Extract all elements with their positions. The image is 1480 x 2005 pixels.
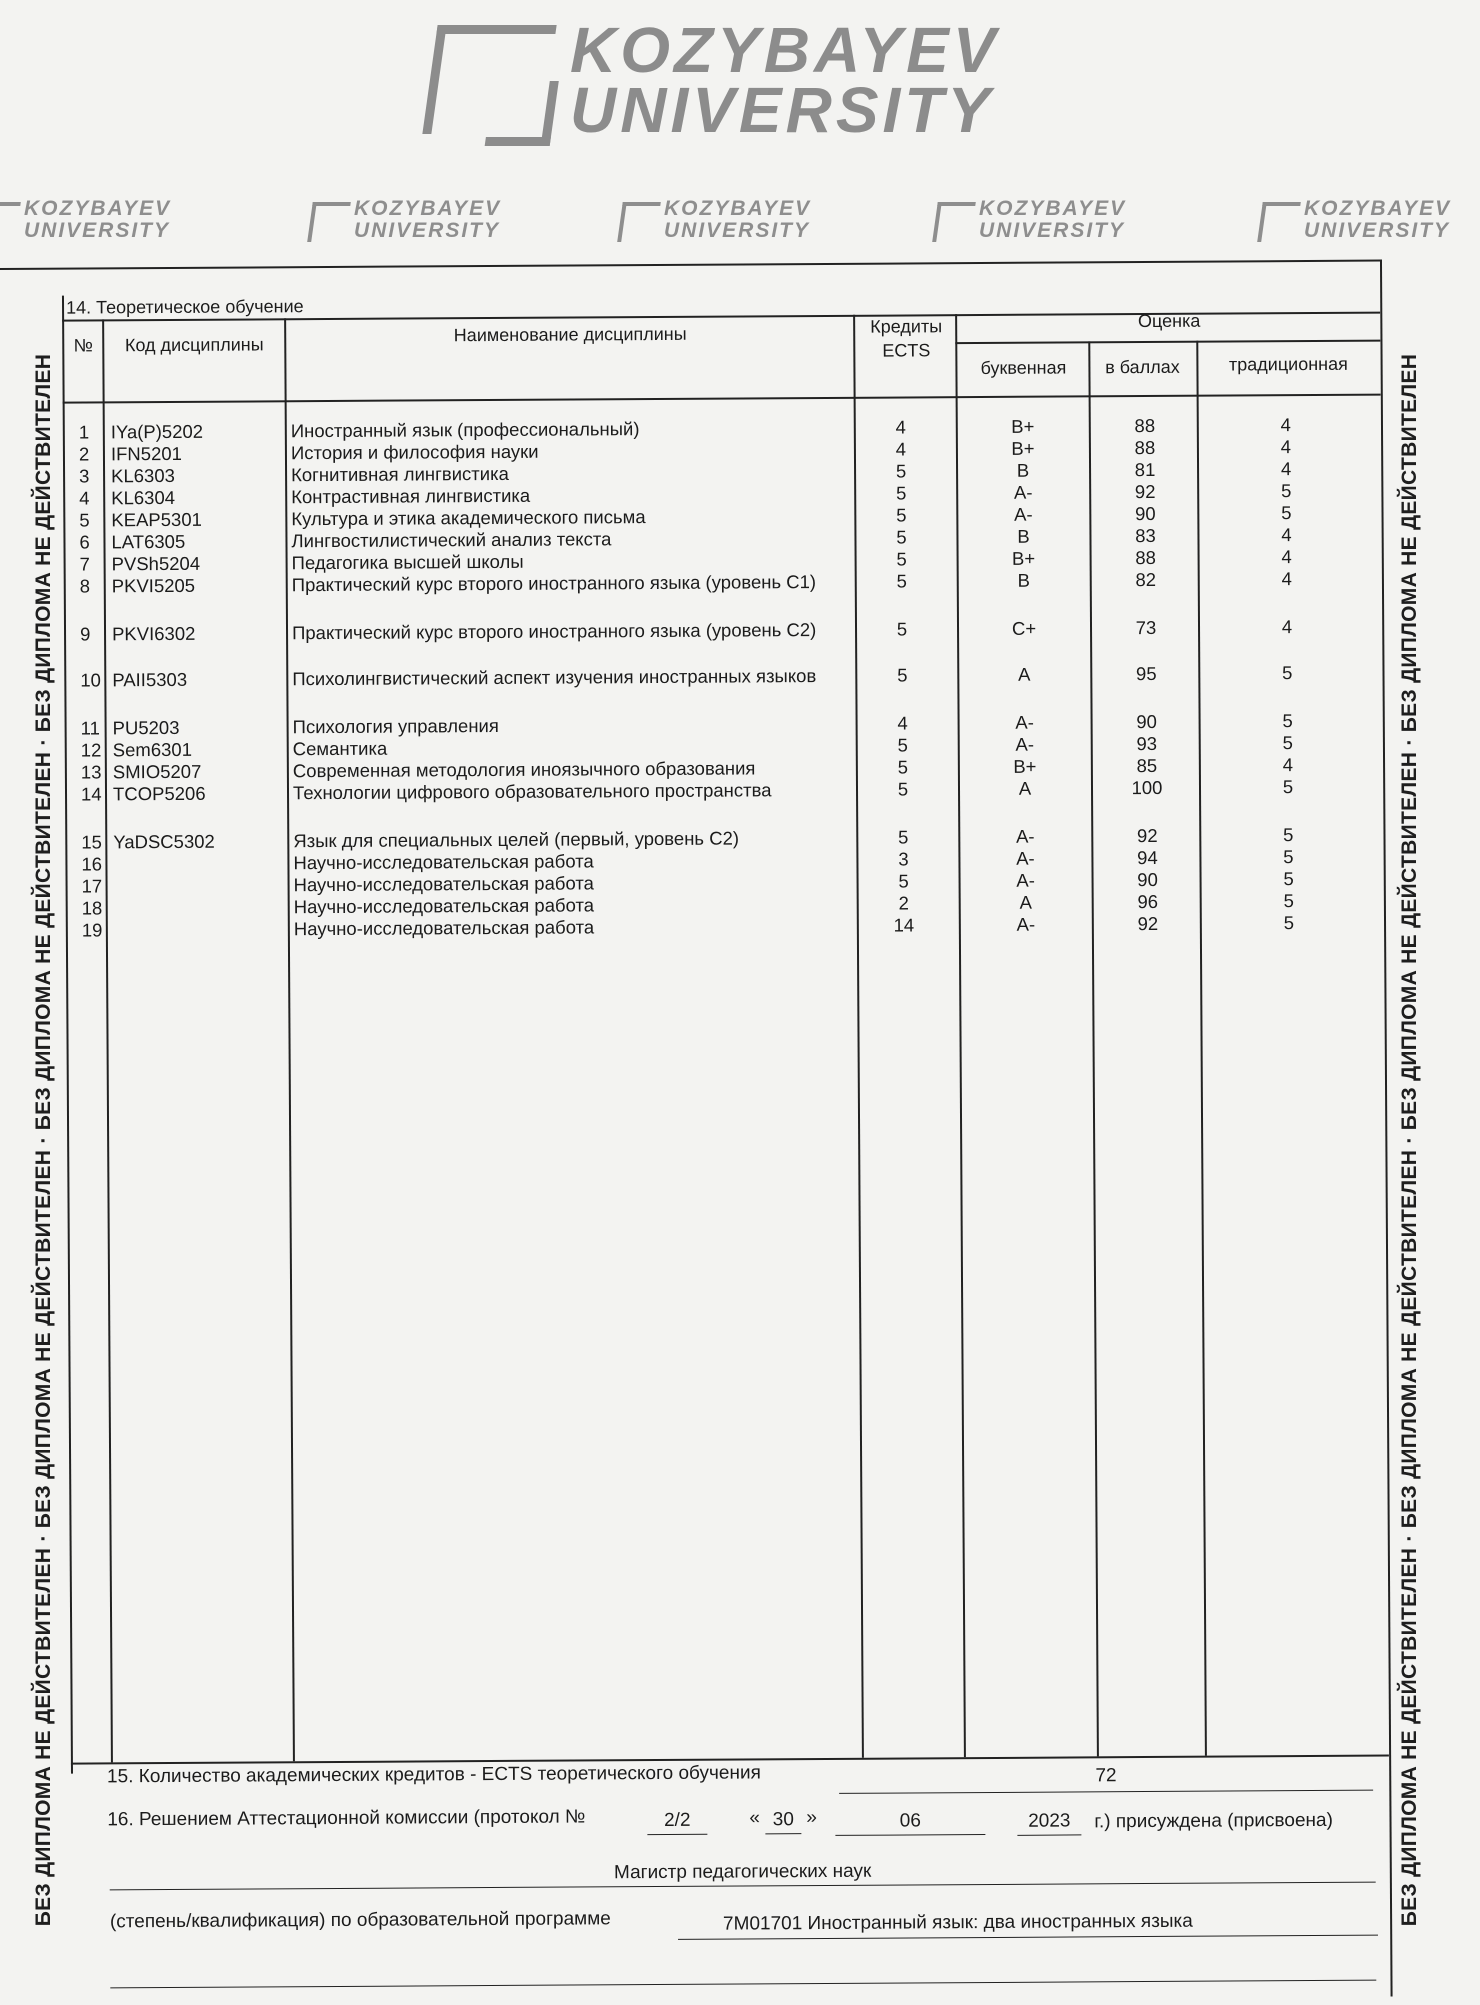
discipline-name: Лингвостилистический анализ текста [291,527,851,552]
grade-points: 88 [1095,415,1195,438]
traditional-grade: 5 [1203,846,1373,869]
row-number: 18 [82,897,108,919]
grade-points: 92 [1098,913,1198,936]
commission-decision-label: 16. Решением Аттестационной комиссии (протокол № [107,1806,585,1831]
header-grade: Оценка [960,308,1378,335]
row-number: 8 [80,575,106,597]
letter-grade: A [964,663,1084,686]
discipline-name: Когнитивная лингвистика [291,461,851,486]
row-number: 16 [81,853,107,875]
grade-points: 94 [1097,847,1197,870]
program-value: 7M01701 Иностранный язык: два иностранных языка [678,1910,1238,1935]
discipline-code: KEAP5301 [111,509,202,532]
ects-credits: 5 [856,460,946,483]
grade-points: 90 [1097,869,1197,892]
watermark-line1: KOZYBAYEV [979,198,1126,219]
traditional-grade: 5 [1201,502,1371,525]
grade-points: 92 [1095,481,1195,504]
traditional-grade: 4 [1202,568,1372,591]
quote-close: » [806,1807,817,1829]
day-underline [765,1833,801,1834]
discipline-name: История и философия науки [291,439,851,464]
date-year: 2023 [1017,1810,1081,1832]
year-underline [1017,1834,1081,1835]
grade-points: 93 [1097,733,1197,756]
grade-points: 100 [1097,777,1197,800]
grade-points: 88 [1096,547,1196,570]
traditional-grade: 5 [1202,662,1372,685]
ects-credits: 5 [856,504,946,527]
traditional-grade: 5 [1203,710,1373,733]
header-points: в баллах [1090,355,1194,380]
degree-value: Магистр педагогических наук [110,1858,1376,1888]
letter-grade: B+ [964,547,1084,570]
letter-grade: A- [965,733,1085,756]
discipline-name: Иностранный язык (профессиональный) [291,417,851,442]
discipline-name: Научно-исследовательская работа [293,849,853,874]
discipline-name: Научно-исследовательская работа [294,871,854,896]
traditional-grade: 5 [1203,776,1373,799]
traditional-grade: 5 [1203,868,1373,891]
bottom-underline [110,1980,1376,1989]
ects-credits: 5 [858,734,948,757]
discipline-name: Научно-исследовательская работа [294,915,854,940]
row-number: 17 [82,875,108,897]
watermark-line1: KOZYBAYEV [24,198,171,219]
ects-credits: 4 [856,416,946,439]
letter-grade: A- [965,847,1085,870]
watermark-line1: KOZYBAYEV [1304,198,1451,219]
discipline-name: Язык для специальных целей (первый, уровень С2) [293,827,853,852]
discipline-code: SMIO5207 [113,761,202,784]
row-number: 6 [79,531,105,553]
row-number: 19 [82,919,108,941]
date-month: 06 [835,1810,985,1833]
letter-grade: A- [966,913,1086,936]
header-num: № [66,333,100,357]
discipline-code: TCOP5206 [113,783,206,806]
grade-points: 96 [1098,891,1198,914]
ects-credits: 2 [859,892,949,915]
traditional-grade: 4 [1201,524,1371,547]
letter-grade: B+ [963,415,1083,438]
credits-total-underline [839,1790,1373,1794]
letter-grade: A- [963,481,1083,504]
ects-credits: 5 [858,826,948,849]
grade-points: 90 [1097,711,1197,734]
letter-grade: A- [965,825,1085,848]
traditional-grade: 5 [1201,480,1371,503]
letter-grade: A [965,777,1085,800]
letter-grade: B [963,525,1083,548]
date-day: 30 [765,1809,801,1831]
ects-credits: 5 [859,870,949,893]
traditional-grade: 5 [1203,732,1373,755]
row-number: 13 [81,761,107,783]
discipline-code: IFN5201 [111,443,182,465]
ects-credits: 5 [857,664,947,687]
row-number: 12 [81,739,107,761]
header-credits: Кредиты ECTS [860,314,952,363]
letter-grade: A- [965,711,1085,734]
row-number: 4 [79,487,105,509]
traditional-grade: 5 [1204,912,1374,935]
discipline-name: Семантика [293,735,853,760]
discipline-name: Культура и этика академического письма [291,505,851,530]
ects-credits: 5 [857,618,947,641]
row-number: 10 [80,669,106,691]
grade-points: 92 [1097,825,1197,848]
discipline-name: Психолингвистический аспект изучения иностранных языков [292,665,852,690]
ects-credits: 5 [858,778,948,801]
discipline-name: Современная методология иноязычного образования [293,757,853,782]
section-title: 14. Теоретическое обучение [66,296,304,318]
row-number: 3 [79,465,105,487]
grade-points: 73 [1096,617,1196,640]
header-code: Код дисциплины [112,332,276,357]
discipline-code: IYa(P)5202 [111,421,203,444]
letter-grade: C+ [964,617,1084,640]
header-traditional: традиционная [1198,352,1378,377]
header-letter: буквенная [960,355,1086,380]
discipline-code: KL6303 [111,465,175,487]
watermark-line2: UNIVERSITY [354,220,500,241]
traditional-grade: 4 [1201,458,1371,481]
letter-grade: A [966,891,1086,914]
letter-grade: B+ [963,437,1083,460]
protocol-underline [647,1834,707,1835]
discipline-name: Психология управления [293,713,853,738]
ects-credits: 5 [857,570,947,593]
discipline-code: PAII5303 [112,669,187,691]
traditional-grade: 4 [1201,436,1371,459]
logo-text-line2: UNIVERSITY [570,78,994,142]
letter-grade: B [964,569,1084,592]
grade-points: 88 [1095,437,1195,460]
discipline-name: Практический курс второго иностранного языка (уровень С1) [292,571,852,596]
program-underline [678,1935,1378,1940]
traditional-grade: 5 [1203,824,1373,847]
row-number: 5 [79,509,105,531]
discipline-code: PVSh5204 [112,553,201,576]
ects-credits: 4 [856,438,946,461]
traditional-grade: 4 [1202,546,1372,569]
row-number: 11 [81,717,107,739]
traditional-grade: 4 [1203,754,1373,777]
letter-grade: A- [966,869,1086,892]
grade-points: 90 [1095,503,1195,526]
letter-grade: B+ [965,755,1085,778]
watermark-line1: KOZYBAYEV [354,198,501,219]
header-name: Наименование дисциплины [300,321,840,348]
discipline-code: LAT6305 [111,531,185,553]
letter-grade: A- [963,503,1083,526]
discipline-name: Технологии цифрового образовательного пространства [293,779,853,804]
credits-total-label: 15. Количество академических кредитов - ECTS теоретического обучения [107,1762,761,1788]
traditional-grade: 4 [1201,414,1371,437]
credits-total-value: 72 [839,1764,1373,1789]
discipline-name: Практический курс второго иностранного языка (уровень С2) [292,619,852,644]
quote-open: « [749,1807,760,1829]
logo-text-line1: KOZYBAYEV [570,18,1000,82]
traditional-grade: 4 [1202,616,1372,639]
letter-grade: B [963,459,1083,482]
grade-points: 82 [1096,569,1196,592]
protocol-number: 2/2 [647,1810,707,1832]
watermark-line2: UNIVERSITY [979,220,1125,241]
month-underline [835,1834,985,1836]
grade-points: 95 [1096,663,1196,686]
discipline-code: KL6304 [111,487,175,509]
ects-credits: 5 [856,526,946,549]
row-number: 14 [81,783,107,805]
awarded-label: г.) присуждена (присвоена) [1094,1810,1333,1833]
program-label: (степень/квалификация) по образовательной программе [110,1908,611,1933]
watermark-line2: UNIVERSITY [664,220,810,241]
watermark-line2: UNIVERSITY [24,220,170,241]
row-number: 15 [81,831,107,853]
ects-credits: 3 [858,848,948,871]
discipline-name: Научно-исследовательская работа [294,893,854,918]
grade-points: 85 [1097,755,1197,778]
row-number: 1 [79,421,105,443]
ects-credits: 5 [857,548,947,571]
ects-credits: 14 [859,914,949,937]
grade-points: 81 [1095,459,1195,482]
ects-credits: 5 [856,482,946,505]
side-notice-left: БЕЗ ДИПЛОМА НЕ ДЕЙСТВИТЕЛЕН · БЕЗ ДИПЛОМА НЕ ДЕЙСТВИТЕЛЕН · БЕЗ ДИПЛОМА НЕ ДЕЙСТВИТЕЛЕН · БЕЗ ДИПЛОМА НЕ ДЕЙСТВИТЕЛЕН [32,354,56,1926]
discipline-name: Контрастивная лингвистика [291,483,851,508]
row-number: 9 [80,623,106,645]
discipline-code: PU5203 [113,717,180,739]
watermark-line2: UNIVERSITY [1304,220,1450,241]
discipline-code: PKVI5205 [112,575,195,598]
watermark-line1: KOZYBAYEV [664,198,811,219]
side-notice-right: БЕЗ ДИПЛОМА НЕ ДЕЙСТВИТЕЛЕН · БЕЗ ДИПЛОМА НЕ ДЕЙСТВИТЕЛЕН · БЕЗ ДИПЛОМА НЕ ДЕЙСТВИТЕЛЕН · БЕЗ ДИПЛОМА НЕ ДЕЙСТВИТЕЛЕН [1398,354,1422,1926]
discipline-code: PKVI6302 [112,623,195,646]
grade-points: 83 [1095,525,1195,548]
row-number: 7 [80,553,106,575]
ects-credits: 5 [858,756,948,779]
discipline-name: Педагогика высшей школы [292,549,852,574]
row-number: 2 [79,443,105,465]
traditional-grade: 5 [1204,890,1374,913]
discipline-code: Sem6301 [113,739,192,761]
discipline-code: YaDSC5302 [113,831,215,854]
ects-credits: 4 [858,712,948,735]
